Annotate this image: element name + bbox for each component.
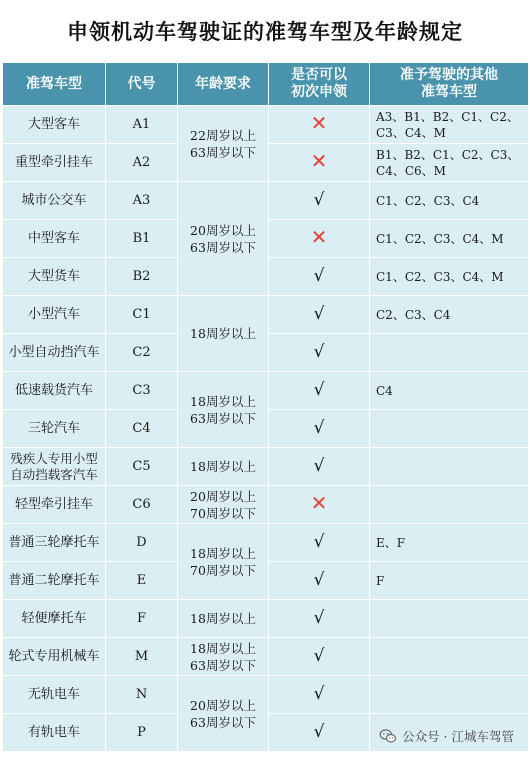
table-row bbox=[3, 448, 529, 486]
age-max: 63周岁以下 bbox=[190, 714, 256, 730]
other-types-line2: C4、C6、M bbox=[376, 163, 446, 178]
vehicle-type-cell bbox=[3, 714, 106, 752]
first-apply-cell bbox=[269, 372, 370, 410]
vehicle-code: N bbox=[106, 676, 178, 714]
check-icon: √ bbox=[313, 417, 325, 438]
age-min: 18周岁以上 bbox=[190, 393, 256, 409]
vehicle-type-cell bbox=[3, 182, 106, 220]
vehicle-code: C4 bbox=[106, 410, 178, 448]
first-apply-cell bbox=[269, 296, 370, 334]
age-max: 70周岁以下 bbox=[190, 562, 256, 578]
other-types-line2: C3、C4、M bbox=[376, 125, 446, 140]
vehicle-type: 轻型牵引挂车 bbox=[14, 497, 93, 512]
vehicle-type-cell bbox=[3, 638, 106, 676]
other-types-cell bbox=[370, 600, 529, 638]
vehicle-type: 普通三轮摩托车 bbox=[8, 535, 100, 550]
vehicle-code: A2 bbox=[106, 144, 178, 182]
other-types-cell bbox=[370, 410, 529, 448]
header-other-types-line1: 准予驾驶的其他 bbox=[400, 67, 498, 83]
other-types: C1、C2、C3、C4、M bbox=[376, 269, 504, 284]
vehicle-type: 残疾人专用小型 bbox=[10, 450, 98, 466]
vehicle-code: B1 bbox=[106, 220, 178, 258]
vehicle-code: C2 bbox=[106, 334, 178, 372]
watermark-text: 公众号 · 江城车驾管 bbox=[402, 729, 514, 744]
license-table bbox=[2, 62, 529, 752]
age-max: 70周岁以下 bbox=[190, 505, 256, 521]
vehicle-type-cell bbox=[3, 334, 106, 372]
age-requirement bbox=[178, 600, 269, 638]
first-apply-cell bbox=[269, 676, 370, 714]
first-apply-cell bbox=[269, 714, 370, 752]
vehicle-type-cell bbox=[3, 600, 106, 638]
header-first-apply-line1: 是否可以 bbox=[291, 67, 347, 83]
other-types-cell bbox=[370, 106, 529, 144]
header-age: 年龄要求 bbox=[178, 63, 269, 106]
vehicle-code: F bbox=[106, 600, 178, 638]
first-apply-cell bbox=[269, 144, 370, 182]
vehicle-code: P bbox=[106, 714, 178, 752]
first-apply-cell bbox=[269, 106, 370, 144]
table-row bbox=[3, 524, 529, 562]
other-types: C1、C2、C3、C4 bbox=[376, 193, 480, 208]
age-min: 20周岁以上 bbox=[190, 222, 256, 238]
table-row bbox=[3, 486, 529, 524]
first-apply-cell bbox=[269, 448, 370, 486]
first-apply-cell bbox=[269, 638, 370, 676]
page-title: 申领机动车驾驶证的准驾车型及年龄规定 bbox=[67, 20, 463, 44]
vehicle-type-cell bbox=[3, 410, 106, 448]
table-row bbox=[3, 638, 529, 676]
vehicle-type-cell bbox=[3, 448, 106, 486]
other-types: B1、B2、C1、C2、C3、 bbox=[376, 147, 520, 162]
other-types-cell bbox=[370, 144, 529, 182]
vehicle-type-cell bbox=[3, 258, 106, 296]
vehicle-type: 无轨电车 bbox=[27, 687, 80, 702]
first-apply-cell bbox=[269, 182, 370, 220]
table-row bbox=[3, 106, 529, 144]
vehicle-type-cell bbox=[3, 144, 106, 182]
table-row bbox=[3, 372, 529, 410]
check-icon: √ bbox=[313, 683, 325, 704]
other-types-cell bbox=[370, 486, 529, 524]
other-types: C1、C2、C3、C4、M bbox=[376, 231, 504, 246]
vehicle-type: 低速载货汽车 bbox=[14, 383, 93, 398]
cross-icon: ✕ bbox=[310, 490, 328, 515]
check-icon: √ bbox=[313, 189, 325, 210]
check-icon: √ bbox=[313, 265, 325, 286]
vehicle-type: 有轨电车 bbox=[27, 725, 80, 740]
vehicle-type: 大型客车 bbox=[27, 117, 80, 132]
other-types: E、F bbox=[376, 535, 406, 550]
first-apply-cell bbox=[269, 410, 370, 448]
age-requirement bbox=[178, 448, 269, 486]
vehicle-type: 三轮汽车 bbox=[27, 421, 80, 436]
check-icon: √ bbox=[313, 531, 325, 552]
table-row bbox=[3, 182, 529, 220]
vehicle-code: C6 bbox=[106, 486, 178, 524]
other-types: C2、C3、C4 bbox=[376, 307, 451, 322]
other-types-cell bbox=[370, 296, 529, 334]
first-apply-cell bbox=[269, 600, 370, 638]
table-row bbox=[3, 600, 529, 638]
check-icon: √ bbox=[313, 721, 325, 742]
age-requirement bbox=[178, 296, 269, 372]
other-types-cell bbox=[370, 258, 529, 296]
age-requirement bbox=[178, 524, 269, 600]
table-row bbox=[3, 296, 529, 334]
vehicle-type: 重型牵引挂车 bbox=[14, 155, 93, 170]
age-min: 18周岁以上 bbox=[190, 611, 256, 626]
check-icon: √ bbox=[313, 341, 325, 362]
age-max: 63周岁以下 bbox=[190, 410, 256, 426]
vehicle-type-cell bbox=[3, 220, 106, 258]
other-types-cell bbox=[370, 638, 529, 676]
check-icon: √ bbox=[313, 607, 325, 628]
age-requirement bbox=[178, 676, 269, 752]
vehicle-code: C3 bbox=[106, 372, 178, 410]
header-other-types-line2: 准驾车型 bbox=[421, 84, 477, 100]
first-apply-cell bbox=[269, 524, 370, 562]
header-code: 代号 bbox=[106, 63, 178, 106]
age-min: 18周岁以上 bbox=[190, 459, 256, 474]
age-max: 63周岁以下 bbox=[190, 657, 256, 673]
vehicle-code: E bbox=[106, 562, 178, 600]
header-row bbox=[3, 63, 529, 106]
other-types-cell bbox=[370, 524, 529, 562]
age-min: 20周岁以上 bbox=[190, 697, 256, 713]
vehicle-code: C1 bbox=[106, 296, 178, 334]
header-first-apply bbox=[269, 63, 370, 106]
cross-icon: ✕ bbox=[310, 110, 328, 135]
other-types-cell bbox=[370, 448, 529, 486]
header-type: 准驾车型 bbox=[3, 63, 106, 106]
vehicle-type: 大型货车 bbox=[27, 269, 80, 284]
check-icon: √ bbox=[313, 379, 325, 400]
vehicle-type: 小型自动挡汽车 bbox=[8, 345, 100, 360]
vehicle-type-cell bbox=[3, 562, 106, 600]
vehicle-type: 轮式专用机械车 bbox=[8, 649, 100, 664]
age-requirement bbox=[178, 182, 269, 296]
cross-icon: ✕ bbox=[310, 148, 328, 173]
first-apply-cell bbox=[269, 562, 370, 600]
wechat-icon bbox=[379, 727, 397, 745]
vehicle-type: 普通二轮摩托车 bbox=[8, 573, 100, 588]
cross-icon: ✕ bbox=[310, 224, 328, 249]
vehicle-code: D bbox=[106, 524, 178, 562]
age-max: 63周岁以下 bbox=[190, 239, 256, 255]
first-apply-cell bbox=[269, 486, 370, 524]
other-types-cell bbox=[370, 334, 529, 372]
vehicle-code: B2 bbox=[106, 258, 178, 296]
check-icon: √ bbox=[313, 569, 325, 590]
age-max: 63周岁以下 bbox=[190, 144, 256, 160]
vehicle-type: 轻便摩托车 bbox=[21, 611, 87, 626]
vehicle-type: 小型汽车 bbox=[27, 307, 80, 322]
vehicle-type-cell bbox=[3, 524, 106, 562]
check-icon: √ bbox=[313, 303, 325, 324]
vehicle-type-cell bbox=[3, 676, 106, 714]
vehicle-type: 中型客车 bbox=[27, 231, 80, 246]
other-types-cell bbox=[370, 562, 529, 600]
age-min: 22周岁以上 bbox=[190, 127, 256, 143]
watermark bbox=[379, 727, 514, 745]
vehicle-type-cell bbox=[3, 486, 106, 524]
other-types: C4 bbox=[376, 383, 393, 398]
vehicle-type: 城市公交车 bbox=[21, 193, 87, 208]
check-icon: √ bbox=[313, 455, 325, 476]
vehicle-type-line2: 自动挡载客汽车 bbox=[10, 466, 98, 482]
vehicle-type-cell bbox=[3, 296, 106, 334]
vehicle-code: A3 bbox=[106, 182, 178, 220]
age-requirement bbox=[178, 638, 269, 676]
other-types-cell bbox=[370, 182, 529, 220]
vehicle-type-cell bbox=[3, 372, 106, 410]
other-types-cell bbox=[370, 220, 529, 258]
check-icon: √ bbox=[313, 645, 325, 666]
header-first-apply-line2: 初次申领 bbox=[291, 84, 347, 100]
age-requirement bbox=[178, 106, 269, 182]
other-types: F bbox=[376, 573, 385, 588]
other-types-cell bbox=[370, 676, 529, 714]
other-types: A3、B1、B2、C1、C2、 bbox=[376, 109, 519, 124]
age-min: 18周岁以上 bbox=[190, 640, 256, 656]
age-requirement bbox=[178, 486, 269, 524]
age-requirement bbox=[178, 372, 269, 448]
vehicle-code: M bbox=[106, 638, 178, 676]
age-min: 18周岁以上 bbox=[190, 326, 256, 341]
other-types-cell bbox=[370, 372, 529, 410]
age-min: 20周岁以上 bbox=[190, 488, 256, 504]
first-apply-cell bbox=[269, 334, 370, 372]
first-apply-cell bbox=[269, 258, 370, 296]
first-apply-cell bbox=[269, 220, 370, 258]
header-other-types bbox=[370, 63, 529, 106]
table-row bbox=[3, 676, 529, 714]
vehicle-code: A1 bbox=[106, 106, 178, 144]
vehicle-type-cell bbox=[3, 106, 106, 144]
vehicle-code: C5 bbox=[106, 448, 178, 486]
age-min: 18周岁以上 bbox=[190, 545, 256, 561]
